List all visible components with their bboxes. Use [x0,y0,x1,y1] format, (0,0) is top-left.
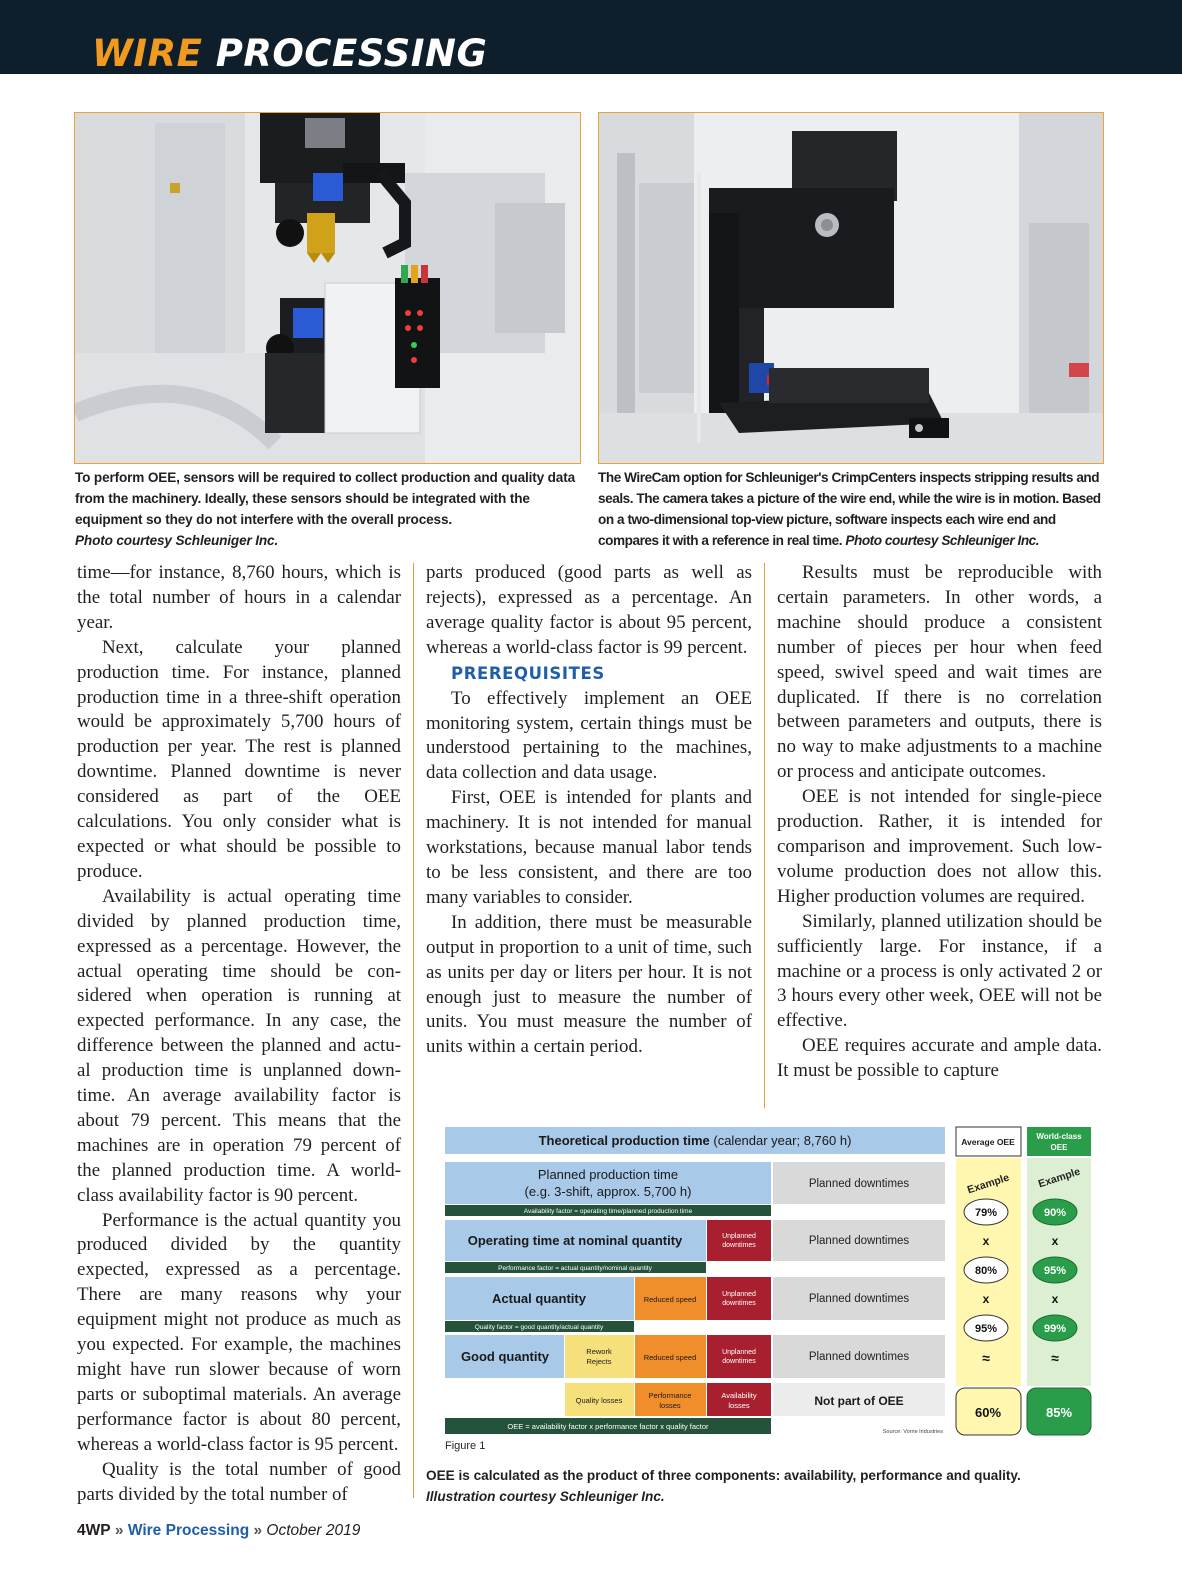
times-sign: x [1051,1292,1059,1306]
paragraph: First, OEE is intended for plants and machinery. It is not intended for manual workstations, because manual labor tends to be less consistent, and there are too many variables to consider. [426,787,752,908]
magazine-name: Wire Processing [127,1522,250,1539]
world-class-header-label: OEE [1050,1143,1068,1152]
unplanned-downtimes-4 [707,1335,771,1378]
article-column-2 [426,561,752,1060]
photo-caption-1 [75,467,580,551]
figure-caption-text: OEE is calculated as the product of three components: availability, performance and quality. [426,1468,1021,1483]
source-label: Source: Vorne Industries [882,1429,943,1435]
column-rule-2 [764,563,765,1108]
issue-date: October 2019 [266,1522,361,1539]
photo-credit-1: Photo courtesy Schleuniger Inc. [75,533,279,548]
footer-separator: » [114,1522,124,1539]
rework-label: Rework [586,1347,612,1356]
not-part-label: Not part of OEE [814,1394,904,1408]
paragraph: Availability is actual operating time divided by planned production time, expressed as a percentage. However, the actual operating time should be con-sidered when operation is running at expected performance. In any case, the difference between the planned and actu-al production time is unplanned down-time. An average availability factor is about 79 percent. This means that the machines are in operation 79 percent of the planned production time. A world-class availability factor is 90 percent. [77,885,401,1206]
article-column-3 [777,561,1102,1084]
performance-losses-label: Performance [648,1391,692,1400]
theoretical-time-label: Theoretical production time (calendar year; 8,760 h) [538,1133,852,1148]
example-label: Example [1036,1165,1082,1191]
page-number: 4WP [77,1522,111,1539]
quality-losses-label: Quality losses [575,1396,623,1405]
unplanned-label: downtimes [722,1242,756,1249]
avg-availability-value: 79% [974,1207,998,1219]
planned-time-label: Planned production time [537,1167,679,1182]
paragraph: Results must be reproducible with certain parameters. In other words, a machine should produce a consistent number of pieces per hour when feed speed, swivel speed and wait times are duplicated. If there is no correlation between parameters and outputs, there is no way to make adjustments to a machine or process and anticipate outcomes. [777,562,1102,783]
wc-performance-value: 95% [1043,1265,1067,1277]
times-sign: x [982,1234,990,1248]
wirecam-photo [598,112,1104,464]
avg-result-value: 60% [974,1405,1002,1420]
performance-losses-label: losses [659,1401,681,1410]
unplanned-label: Unplanned [722,1349,756,1356]
approx-sign: ≈ [1051,1350,1059,1366]
unplanned-label: Unplanned [722,1291,756,1298]
section-title [92,30,487,78]
footer-separator: » [253,1522,263,1539]
section-title-word-2: PROCESSING [215,32,488,75]
planned-downtimes-label: Planned downtimes [808,1235,910,1247]
paragraph: Performance is the actual quantity you produced divided by the quantity expected, expressed as a percentage. There are many reasons why your equipment might not produce as much as you expected. For example, the machines might have run slower because of worn parts or suboptimal materials. An average performance factor is about 80 percent, whereas a world-class factor is 95 percent. [77,1209,401,1455]
planned-downtimes-label: Planned downtimes [808,1351,910,1363]
approx-sign: ≈ [982,1350,990,1366]
unplanned-label: downtimes [722,1358,756,1365]
reduced-speed-label: Reduced speed [643,1295,697,1304]
figure-caption [426,1465,1096,1507]
actual-quantity-label: Actual quantity [492,1291,586,1306]
photo-caption-1-text: To perform OEE, sensors will be required to collect production and quality data from the machinery. Ideally, these sensors should be integrated with the equipment so they do not interfere with the overall process. [75,470,576,527]
availability-losses-label: losses [728,1401,750,1410]
planned-downtimes-label: Planned downtimes [808,1178,910,1190]
paragraph: In addition, there must be measurable output in proportion to a unit of time, such as units per day or liters per hour. It is not enough just to measure the number of units. You must measure the number of units within a certain period. [426,911,752,1058]
planned-time-sub: (e.g. 3-shift, approx. 5,700 h) [524,1184,692,1199]
rejects-label: Rejects [586,1357,612,1366]
paragraph: Similarly, planned utilization should be sufficiently large. For instance, if a machine or a process is only activated 2 or 3 hours every other week, OEE will not be effective. [777,910,1102,1032]
figure-credit: Illustration courtesy Schleuniger Inc. [426,1489,665,1504]
photo-caption-2 [598,467,1103,551]
unplanned-downtimes-3 [707,1277,771,1320]
paragraph: time—for instance, 8,760 hours, which is the total number of hours in a calendar year. [77,562,401,633]
times-sign: x [1051,1234,1059,1248]
paragraph: Next, calculate your planned production time. For instance, planned production time in a three-shift operation would be approximately 5,700 hours of production per year. The rest is planned downtime. Planned downtime is never considered as part of the OEE calculations. You only consider what is expected or what should be possible to produce. [77,636,401,882]
avg-quality-value: 95% [974,1323,998,1335]
operating-time-label: Operating time at nominal quantity [467,1233,683,1248]
planned-downtimes-label: Planned downtimes [808,1293,910,1305]
times-sign: x [982,1292,990,1306]
column-rule-1 [413,563,414,1498]
article-column-1 [77,561,401,1507]
paragraph: Quality is the total number of good parts divided by the total number of [77,1458,401,1505]
page-footer [77,1522,360,1540]
paragraph: parts produced (good parts as well as rejects), expressed as a percentage. An average quality factor is about 95 percent, whereas a world-class factor is 99 percent. [426,562,752,658]
avg-performance-value: 80% [974,1265,998,1277]
unplanned-label: Unplanned [722,1233,756,1240]
average-oee-header-label: Average OEE [961,1137,1015,1147]
section-title-word-1: WIRE [92,32,203,75]
world-class-header-label: World-class [1036,1132,1082,1141]
sensor-photo [74,112,581,464]
reduced-speed-label: Reduced speed [643,1353,697,1362]
availability-losses-label: Availability [721,1391,757,1400]
paragraph: To effectively implement an OEE monitoring system, certain things must be understood pertaining to the machines, data collection and data usage. [426,687,752,784]
availability-factor-label: Availability factor = operating time/planned production time [523,1208,693,1215]
wc-result-value: 85% [1045,1405,1073,1420]
oee-formula-label: OEE = availability factor x performance factor x quality factor [507,1422,709,1431]
wc-availability-value: 90% [1043,1207,1067,1219]
unplanned-label: downtimes [722,1300,756,1307]
paragraph: OEE is not intended for single-piece production. Rather, it is intended for comparison and improvement. Such low-volume production does not allow this. Higher production volumes are required. [777,786,1102,907]
subhead-prerequisites: PREREQUISITES [451,663,605,683]
wc-quality-value: 99% [1043,1323,1067,1335]
performance-factor-label: Performance factor = actual quantity/nominal quantity [498,1265,652,1272]
paragraph: OEE requires accurate and ample data. It must be possible to capture [777,1035,1102,1082]
unplanned-downtimes-2 [707,1220,771,1261]
example-label: Example [965,1171,1011,1197]
masthead [0,0,1182,74]
oee-diagram [443,1125,1093,1460]
good-quantity-label: Good quantity [460,1349,550,1364]
figure-label: Figure 1 [445,1440,486,1452]
photo-credit-2: Photo courtesy Schleuniger Inc. [845,533,1040,548]
photo-caption-2-text: The WireCam option for Schleuniger's CrimpCenters inspects stripping results and seals. The camera takes a picture of the wire end, while the wire is in motion. Based on a two-dimensional top-view picture, software inspects each wire end and compares it with a reference in real time. [598,470,1101,548]
quality-factor-label: Quality factor = good quantity/actual quantity [474,1324,604,1331]
